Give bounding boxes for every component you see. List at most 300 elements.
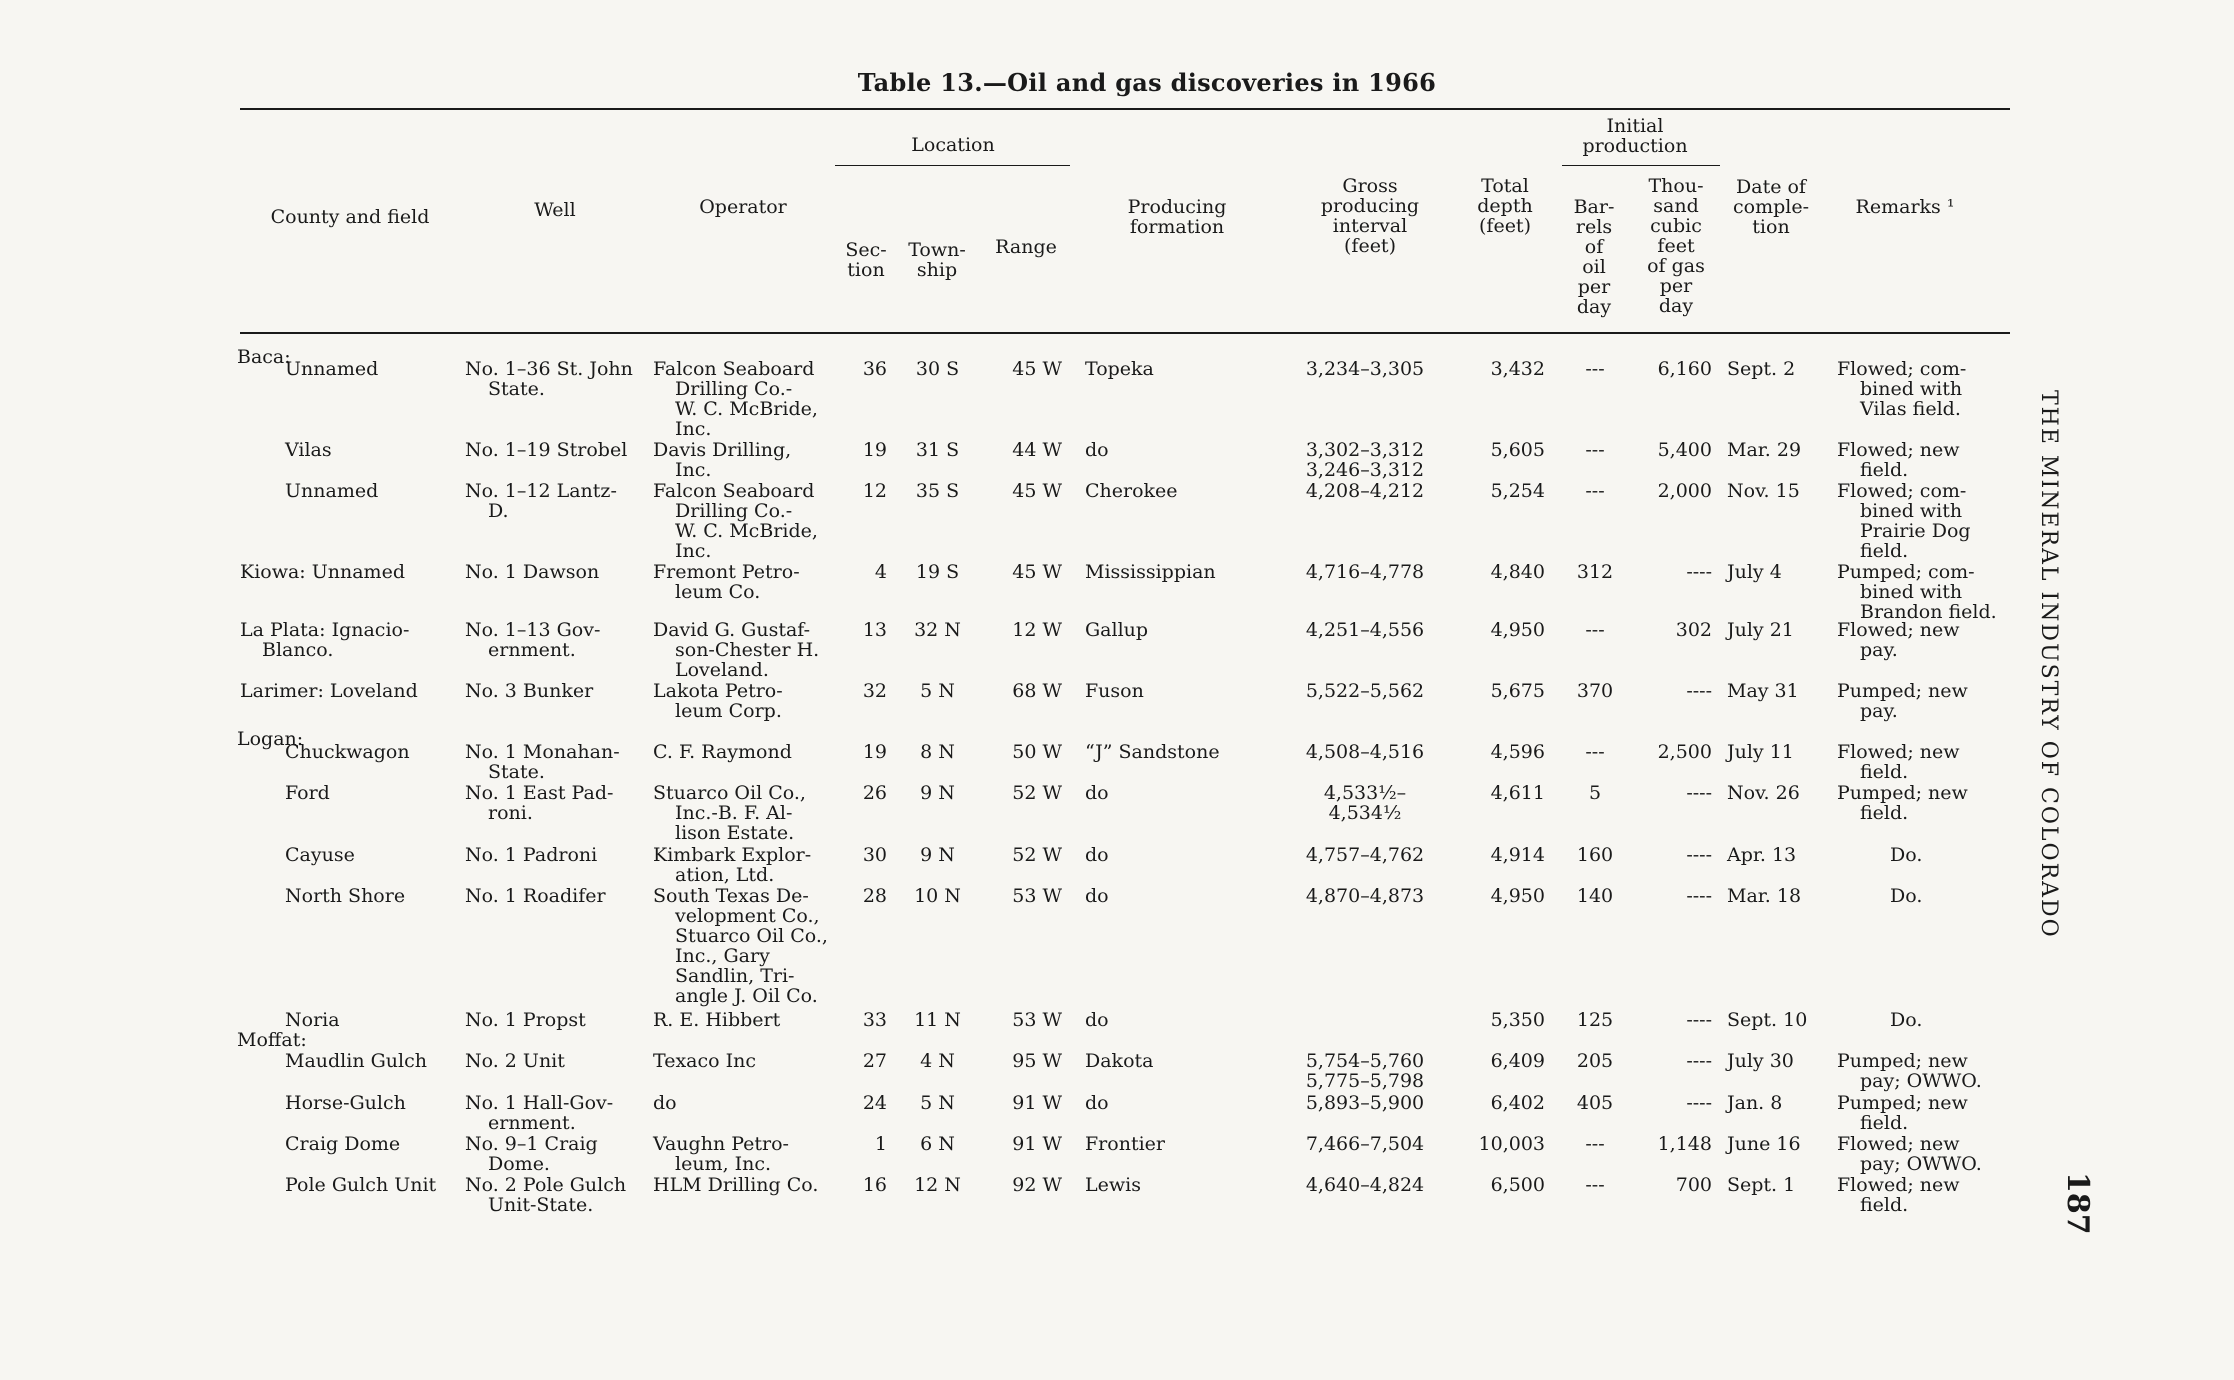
remarks-value: pay; OWWO. — [1860, 1070, 1982, 1092]
remarks-value: Flowed; new — [1837, 439, 1960, 461]
operator-name: leum, Inc. — [675, 1153, 772, 1175]
field-name: Kiowa: Unnamed — [240, 561, 405, 583]
barrels-value: 140 — [1576, 885, 1614, 907]
remarks-value: Pumped; new — [1837, 782, 1968, 804]
date-value: Sept. 10 — [1727, 1009, 1808, 1031]
township-value: 9 N — [920, 782, 955, 804]
barrels-value: 405 — [1576, 1092, 1614, 1114]
township-value: 19 S — [915, 561, 960, 583]
well-name: State. — [488, 761, 545, 783]
range-value: 53 W — [1012, 1009, 1062, 1031]
well-name: No. 1 Padroni — [465, 844, 598, 866]
header-location — [873, 135, 1033, 155]
remarks-value: bined with — [1860, 500, 1963, 522]
remarks-value: Do. — [1890, 844, 1923, 866]
formation-value: do — [1085, 1092, 1109, 1114]
operator-name: Inc. — [675, 540, 712, 562]
interval-value: 5,775–5,798 — [1305, 1070, 1425, 1092]
header-barrels-line: Bar- — [1573, 196, 1615, 218]
header-remarks — [1825, 197, 1985, 217]
field-name: Cayuse — [285, 844, 355, 866]
operator-name: do — [653, 1092, 677, 1114]
header-interval-line: (feet) — [1344, 235, 1396, 257]
operator-name: Drilling Co.- — [675, 378, 793, 400]
well-name: No. 2 Unit — [465, 1050, 565, 1072]
range-value: 45 W — [1012, 358, 1062, 380]
section-value: 27 — [862, 1050, 887, 1072]
gas-value: ---- — [1686, 885, 1712, 907]
well-name: No. 1–12 Lantz- — [465, 480, 617, 502]
depth-value: 5,254 — [1490, 480, 1545, 502]
section-value: 33 — [862, 1009, 887, 1031]
well-name: roni. — [488, 802, 533, 824]
gas-value: ---- — [1686, 561, 1712, 583]
interval-value: 4,640–4,824 — [1305, 1174, 1425, 1196]
section-value: 19 — [862, 439, 887, 461]
date-value: Nov. 26 — [1727, 782, 1800, 804]
operator-name: HLM Drilling Co. — [653, 1174, 819, 1196]
well-name: No. 2 Pole Gulch — [465, 1174, 627, 1196]
county-label: Baca: — [237, 346, 291, 368]
range-value: 91 W — [1012, 1133, 1062, 1155]
remarks-value: Flowed; com- — [1837, 480, 1967, 502]
operator-name: R. E. Hibbert — [653, 1009, 781, 1031]
header-bottom-rule — [240, 332, 2010, 334]
header-county-line: County and field — [270, 206, 430, 228]
gas-value: ---- — [1686, 680, 1712, 702]
header-barrels-line: per — [1577, 276, 1611, 298]
gas-value: 5,400 — [1657, 439, 1712, 461]
interval-value: 4,870–4,873 — [1305, 885, 1425, 907]
well-name: No. 1–13 Gov- — [465, 619, 601, 641]
interval-value: 5,893–5,900 — [1305, 1092, 1425, 1114]
header-gas — [1631, 176, 1721, 316]
remarks-value: Pumped; com- — [1837, 561, 1975, 583]
interval-value: 5,754–5,760 — [1305, 1050, 1425, 1072]
section-value: 26 — [862, 782, 887, 804]
barrels-value: --- — [1585, 358, 1605, 380]
well-name: ernment. — [488, 639, 576, 661]
depth-value: 5,605 — [1490, 439, 1545, 461]
remarks-value: field. — [1860, 802, 1909, 824]
depth-value: 4,950 — [1490, 885, 1545, 907]
header-gas-line: day — [1658, 295, 1694, 317]
operator-name: Falcon Seaboard — [653, 358, 815, 380]
section-value: 24 — [862, 1092, 887, 1114]
field-name: North Shore — [285, 885, 406, 907]
header-section-line: Sec- — [845, 239, 887, 261]
depth-value: 10,003 — [1478, 1133, 1545, 1155]
depth-value: 6,402 — [1490, 1092, 1545, 1114]
header-barrels-line: day — [1576, 296, 1612, 318]
field-name: Vilas — [285, 439, 332, 461]
header-depth-line: Total — [1481, 175, 1529, 197]
depth-value: 4,840 — [1490, 561, 1545, 583]
well-name: No. 1 East Pad- — [465, 782, 614, 804]
operator-name: angle J. Oil Co. — [675, 985, 818, 1007]
operator-name: leum Corp. — [675, 700, 782, 722]
section-value: 28 — [862, 885, 887, 907]
township-value: 12 N — [914, 1174, 961, 1196]
operator-name: leum Co. — [675, 581, 761, 603]
section-value: 30 — [862, 844, 887, 866]
well-name: No. 3 Bunker — [465, 680, 594, 702]
header-formation-line: Producing — [1127, 196, 1227, 218]
township-value: 5 N — [920, 1092, 955, 1114]
range-value: 53 W — [1012, 885, 1062, 907]
operator-name: lison Estate. — [675, 822, 795, 844]
header-operator-line: Operator — [699, 196, 787, 218]
operator-name: C. F. Raymond — [653, 741, 792, 763]
remarks-value: pay. — [1860, 700, 1898, 722]
remarks-value: Vilas field. — [1860, 398, 1961, 420]
operator-name: Drilling Co.- — [675, 500, 793, 522]
running-head: THE MINERAL INDUSTRY OF COLORADO — [2036, 390, 2061, 939]
township-value: 4 N — [920, 1050, 955, 1072]
gas-value: ---- — [1686, 844, 1712, 866]
header-gas-line: Thou- — [1648, 175, 1704, 197]
formation-value: Mississippian — [1085, 561, 1216, 583]
header-initial-line: Initial — [1606, 115, 1664, 137]
gas-value: 700 — [1675, 1174, 1712, 1196]
operator-name: Lakota Petro- — [653, 680, 783, 702]
interval-value: 4,508–4,516 — [1305, 741, 1425, 763]
operator-name: velopment Co., — [675, 905, 820, 927]
formation-value: Dakota — [1085, 1050, 1154, 1072]
field-name-cont: Blanco. — [262, 639, 334, 661]
date-value: Mar. 29 — [1727, 439, 1802, 461]
operator-name: Fremont Petro- — [653, 561, 800, 583]
barrels-value: --- — [1585, 439, 1605, 461]
depth-value: 4,950 — [1490, 619, 1545, 641]
county-label: Moffat: — [237, 1029, 307, 1051]
depth-value: 5,675 — [1490, 680, 1545, 702]
header-interval — [1300, 176, 1440, 256]
header-date-line: Date of — [1736, 176, 1806, 198]
header-depth — [1455, 176, 1555, 236]
township-value: 32 N — [914, 619, 961, 641]
operator-name: Kimbark Explor- — [653, 844, 812, 866]
header-depth-line: (feet) — [1479, 215, 1531, 237]
operator-name: Falcon Seaboard — [653, 480, 815, 502]
remarks-value: field. — [1860, 459, 1909, 481]
header-initial-line: production — [1582, 135, 1688, 157]
operator-name: Stuarco Oil Co., — [653, 782, 806, 804]
interval-value: 4,251–4,556 — [1305, 619, 1425, 641]
remarks-value: Pumped; new — [1837, 1092, 1968, 1114]
well-name: No. 1 Roadifer — [465, 885, 606, 907]
field-name: Ford — [285, 782, 330, 804]
header-gas-line: cubic — [1650, 215, 1702, 237]
gas-value: 2,000 — [1657, 480, 1712, 502]
operator-name: Inc. — [675, 459, 712, 481]
section-value: 1 — [874, 1133, 887, 1155]
remarks-value: Flowed; new — [1837, 741, 1960, 763]
date-value: June 16 — [1727, 1133, 1801, 1155]
date-value: Sept. 2 — [1727, 358, 1796, 380]
header-operator — [673, 197, 813, 217]
header-gas-line: of gas — [1647, 255, 1705, 277]
remarks-value: field. — [1860, 761, 1909, 783]
well-name: Unit-State. — [488, 1194, 594, 1216]
field-name: Noria — [285, 1009, 340, 1031]
interval-value: 4,716–4,778 — [1305, 561, 1425, 583]
gas-value: 302 — [1675, 619, 1712, 641]
range-value: 68 W — [1012, 680, 1062, 702]
operator-name: Inc., Gary — [675, 945, 770, 967]
header-barrels-line: oil — [1582, 256, 1606, 278]
header-interval-line: Gross — [1342, 175, 1398, 197]
date-value: May 31 — [1727, 680, 1799, 702]
township-value: 5 N — [920, 680, 955, 702]
gas-value: ---- — [1686, 782, 1712, 804]
formation-value: Cherokee — [1085, 480, 1178, 502]
header-township-line: Town- — [908, 239, 966, 261]
range-value: 44 W — [1012, 439, 1062, 461]
depth-value: 4,596 — [1490, 741, 1545, 763]
section-value: 13 — [862, 619, 887, 641]
interval-value: 3,234–3,305 — [1305, 358, 1425, 380]
date-value: Nov. 15 — [1727, 480, 1800, 502]
page-number: 187 — [2060, 1172, 2095, 1235]
gas-value: 6,160 — [1657, 358, 1712, 380]
header-township-line: ship — [916, 259, 958, 281]
operator-name: W. C. McBride, — [675, 398, 818, 420]
gas-value: ---- — [1686, 1092, 1712, 1114]
barrels-value: 312 — [1576, 561, 1614, 583]
header-remarks-line: Remarks ¹ — [1855, 196, 1955, 218]
section-value: 32 — [862, 680, 887, 702]
remarks-value: Flowed; com- — [1837, 358, 1967, 380]
date-value: July 4 — [1727, 561, 1782, 583]
formation-value: do — [1085, 439, 1109, 461]
remarks-value: field. — [1860, 1194, 1909, 1216]
field-name: Pole Gulch Unit — [285, 1174, 437, 1196]
range-value: 45 W — [1012, 480, 1062, 502]
operator-name: Vaughn Petro- — [653, 1133, 789, 1155]
header-interval-line: producing — [1320, 195, 1420, 217]
range-value: 92 W — [1012, 1174, 1062, 1196]
header-county — [240, 207, 460, 227]
field-name: Larimer: Loveland — [240, 680, 418, 702]
county-label: Logan: — [237, 728, 304, 750]
section-value: 19 — [862, 741, 887, 763]
operator-name: Stuarco Oil Co., — [675, 925, 828, 947]
header-date-line: tion — [1752, 216, 1790, 238]
operator-name: Davis Drilling, — [653, 439, 792, 461]
date-value: Apr. 13 — [1727, 844, 1797, 866]
operator-name: son-Chester H. — [675, 639, 820, 661]
header-location-line: Location — [911, 134, 995, 156]
well-name: Dome. — [488, 1153, 550, 1175]
remarks-value: Do. — [1890, 1009, 1923, 1031]
header-formation — [1107, 197, 1247, 237]
header-gas-line: feet — [1657, 235, 1695, 257]
remarks-value: Brandon field. — [1860, 601, 1997, 623]
barrels-value: --- — [1585, 1133, 1605, 1155]
field-name: Unnamed — [285, 358, 379, 380]
well-name: No. 1–36 St. John — [465, 358, 633, 380]
field-name: Chuckwagon — [285, 741, 410, 763]
formation-value: do — [1085, 782, 1109, 804]
field-name: Horse-Gulch — [285, 1092, 406, 1114]
date-value: July 30 — [1727, 1050, 1794, 1072]
range-value: 52 W — [1012, 782, 1062, 804]
range-value: 95 W — [1012, 1050, 1062, 1072]
remarks-value: Pumped; new — [1837, 680, 1968, 702]
well-name: No. 1–19 Strobel — [465, 439, 628, 461]
barrels-value: 125 — [1576, 1009, 1614, 1031]
depth-value: 5,350 — [1490, 1009, 1545, 1031]
date-value: Sept. 1 — [1727, 1174, 1796, 1196]
header-barrels-line: of — [1584, 236, 1604, 258]
formation-value: do — [1085, 1009, 1109, 1031]
header-section — [836, 240, 896, 280]
depth-value: 3,432 — [1490, 358, 1545, 380]
township-value: 30 S — [915, 358, 960, 380]
depth-value: 6,500 — [1490, 1174, 1545, 1196]
date-value: July 11 — [1727, 741, 1794, 763]
header-gas-line: sand — [1653, 195, 1699, 217]
header-formation-line: formation — [1129, 216, 1225, 238]
well-name: No. 9–1 Craig — [465, 1133, 598, 1155]
gas-value: 1,148 — [1657, 1133, 1712, 1155]
interval-value: 5,522–5,562 — [1305, 680, 1425, 702]
operator-name: Texaco Inc — [653, 1050, 756, 1072]
header-barrels — [1564, 197, 1624, 317]
top-rule — [240, 108, 2010, 110]
header-township — [897, 240, 977, 280]
well-name: State. — [488, 378, 545, 400]
township-value: 10 N — [914, 885, 961, 907]
remarks-value: Flowed; new — [1837, 1133, 1960, 1155]
range-value: 12 W — [1012, 619, 1062, 641]
formation-value: “J” Sandstone — [1085, 741, 1220, 763]
section-value: 12 — [862, 480, 887, 502]
operator-name: Loveland. — [675, 659, 769, 681]
depth-value: 4,611 — [1490, 782, 1545, 804]
well-name: No. 1 Dawson — [465, 561, 600, 583]
interval-value: 3,302–3,312 — [1305, 439, 1425, 461]
interval-value: 4,208–4,212 — [1305, 480, 1425, 502]
remarks-value: field. — [1860, 1112, 1909, 1134]
remarks-value: pay. — [1860, 639, 1898, 661]
remarks-value: Flowed; new — [1837, 1174, 1960, 1196]
formation-value: Fuson — [1085, 680, 1144, 702]
barrels-value: 205 — [1576, 1050, 1614, 1072]
well-name: No. 1 Hall-Gov- — [465, 1092, 614, 1114]
header-range — [986, 237, 1066, 257]
header-interval-line: interval — [1332, 215, 1408, 237]
field-name: Craig Dome — [285, 1133, 401, 1155]
formation-value: Topeka — [1085, 358, 1154, 380]
range-value: 45 W — [1012, 561, 1062, 583]
remarks-value: bined with — [1860, 378, 1963, 400]
table-title: Table 13.—Oil and gas discoveries in 1966 — [857, 68, 1437, 97]
interval-value: 4,533½– — [1323, 782, 1407, 804]
header-section-line: tion — [847, 259, 885, 281]
gas-value: ---- — [1686, 1050, 1712, 1072]
header-gas-line: per — [1659, 275, 1693, 297]
field-name: La Plata: Ignacio- — [240, 619, 410, 641]
well-name: D. — [488, 500, 509, 522]
header-barrels-line: rels — [1575, 216, 1613, 238]
remarks-value: Flowed; new — [1837, 619, 1960, 641]
formation-value: Lewis — [1085, 1174, 1141, 1196]
operator-name: David G. Gustaf- — [653, 619, 811, 641]
section-value: 4 — [874, 561, 887, 583]
interval-value: 3,246–3,312 — [1305, 459, 1425, 481]
operator-name: South Texas De- — [653, 885, 809, 907]
remarks-value: Prairie Dog — [1860, 520, 1971, 542]
header-range-line: Range — [995, 236, 1057, 258]
barrels-value: 5 — [1588, 782, 1602, 804]
location-rule — [835, 165, 1070, 166]
remarks-value: field. — [1860, 540, 1909, 562]
barrels-value: 370 — [1576, 680, 1614, 702]
formation-value: Gallup — [1085, 619, 1149, 641]
well-name: ernment. — [488, 1112, 576, 1134]
formation-value: Frontier — [1085, 1133, 1165, 1155]
formation-value: do — [1085, 885, 1109, 907]
interval-value: 7,466–7,504 — [1305, 1133, 1425, 1155]
barrels-value: --- — [1585, 741, 1605, 763]
remarks-value: Do. — [1890, 885, 1923, 907]
gas-value: 2,500 — [1657, 741, 1712, 763]
barrels-value: --- — [1585, 1174, 1605, 1196]
initial-production-rule — [1562, 165, 1720, 166]
operator-name: W. C. McBride, — [675, 520, 818, 542]
date-value: Jan. 8 — [1727, 1092, 1783, 1114]
operator-name: Sandlin, Tri- — [675, 965, 795, 987]
township-value: 9 N — [920, 844, 955, 866]
header-well-line: Well — [534, 199, 576, 221]
depth-value: 6,409 — [1490, 1050, 1545, 1072]
operator-name: Inc. — [675, 418, 712, 440]
field-name: Maudlin Gulch — [285, 1050, 427, 1072]
township-value: 11 N — [914, 1009, 961, 1031]
interval-value: 4,757–4,762 — [1305, 844, 1425, 866]
operator-name: Inc.-B. F. Al- — [675, 802, 793, 824]
township-value: 31 S — [915, 439, 960, 461]
header-date — [1716, 177, 1826, 237]
township-value: 8 N — [920, 741, 955, 763]
date-value: July 21 — [1727, 619, 1794, 641]
barrels-value: 160 — [1576, 844, 1614, 866]
township-value: 6 N — [920, 1133, 955, 1155]
date-value: Mar. 18 — [1727, 885, 1802, 907]
remarks-value: bined with — [1860, 581, 1963, 603]
well-name: No. 1 Monahan- — [465, 741, 620, 763]
well-name: No. 1 Propst — [465, 1009, 586, 1031]
operator-name: ation, Ltd. — [675, 864, 775, 886]
interval-value: 4,534½ — [1328, 802, 1402, 824]
barrels-value: --- — [1585, 619, 1605, 641]
header-well — [495, 200, 615, 220]
header-initial — [1555, 116, 1715, 156]
formation-value: do — [1085, 844, 1109, 866]
header-date-line: comple- — [1733, 196, 1809, 218]
depth-value: 4,914 — [1490, 844, 1545, 866]
section-value: 36 — [862, 358, 887, 380]
range-value: 50 W — [1012, 741, 1062, 763]
range-value: 52 W — [1012, 844, 1062, 866]
barrels-value: --- — [1585, 480, 1605, 502]
remarks-value: Pumped; new — [1837, 1050, 1968, 1072]
township-value: 35 S — [915, 480, 960, 502]
section-value: 16 — [862, 1174, 887, 1196]
gas-value: ---- — [1686, 1009, 1712, 1031]
